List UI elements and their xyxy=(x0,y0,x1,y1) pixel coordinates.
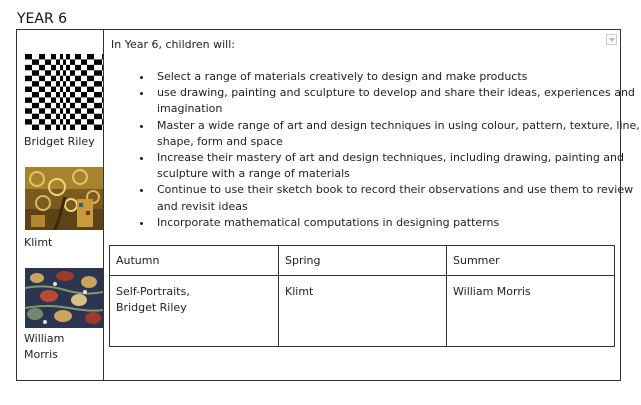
term-header-spring: Spring xyxy=(279,246,447,276)
terms-table xyxy=(109,245,615,347)
objective-item: • Select a range of materials creatively to design and make products xyxy=(153,69,641,85)
artist-label-klimt: Klimt xyxy=(24,236,53,249)
artist-label-riley: Bridget Riley xyxy=(24,135,95,148)
curriculum-column xyxy=(104,30,640,380)
objectives-list xyxy=(130,69,641,231)
objective-item: • Incorporate mathematical computations in designing patterns xyxy=(153,215,641,231)
objective-item: • Increase their mastery of art and design techniques, including drawing, painting and sculpture with a range of materials xyxy=(153,150,641,182)
terms-header-row xyxy=(110,246,615,276)
intro-text: In Year 6, children will: xyxy=(111,38,235,51)
term-header-autumn: Autumn xyxy=(110,246,279,276)
artist-label-morris: William Morris xyxy=(24,332,65,361)
page-title: YEAR 6 xyxy=(17,11,68,27)
term-topic-spring: Klimt xyxy=(279,276,447,347)
term-topic-autumn: Self-Portraits, Bridget Riley xyxy=(110,276,279,347)
objective-item: • use drawing, painting and sculpture to develop and share their ideas, experiences and imagination xyxy=(153,85,641,117)
klimt-artwork-image xyxy=(25,167,103,230)
dropdown-arrow-icon[interactable] xyxy=(606,34,617,45)
bridget-riley-artwork-image xyxy=(25,54,103,130)
year-overview-table xyxy=(16,29,640,381)
william-morris-artwork-image xyxy=(25,268,103,328)
objective-item: • Continue to use their sketch book to record their observations and use them to review and revisit ideas xyxy=(153,182,641,214)
term-topic-summer: William Morris xyxy=(447,276,615,347)
terms-topic-row xyxy=(110,276,615,347)
term-header-summer: Summer xyxy=(447,246,615,276)
artist-column xyxy=(17,30,104,380)
objective-item: • Master a wide range of art and design techniques in using colour, pattern, texture, line, shape, form and space xyxy=(153,118,641,150)
